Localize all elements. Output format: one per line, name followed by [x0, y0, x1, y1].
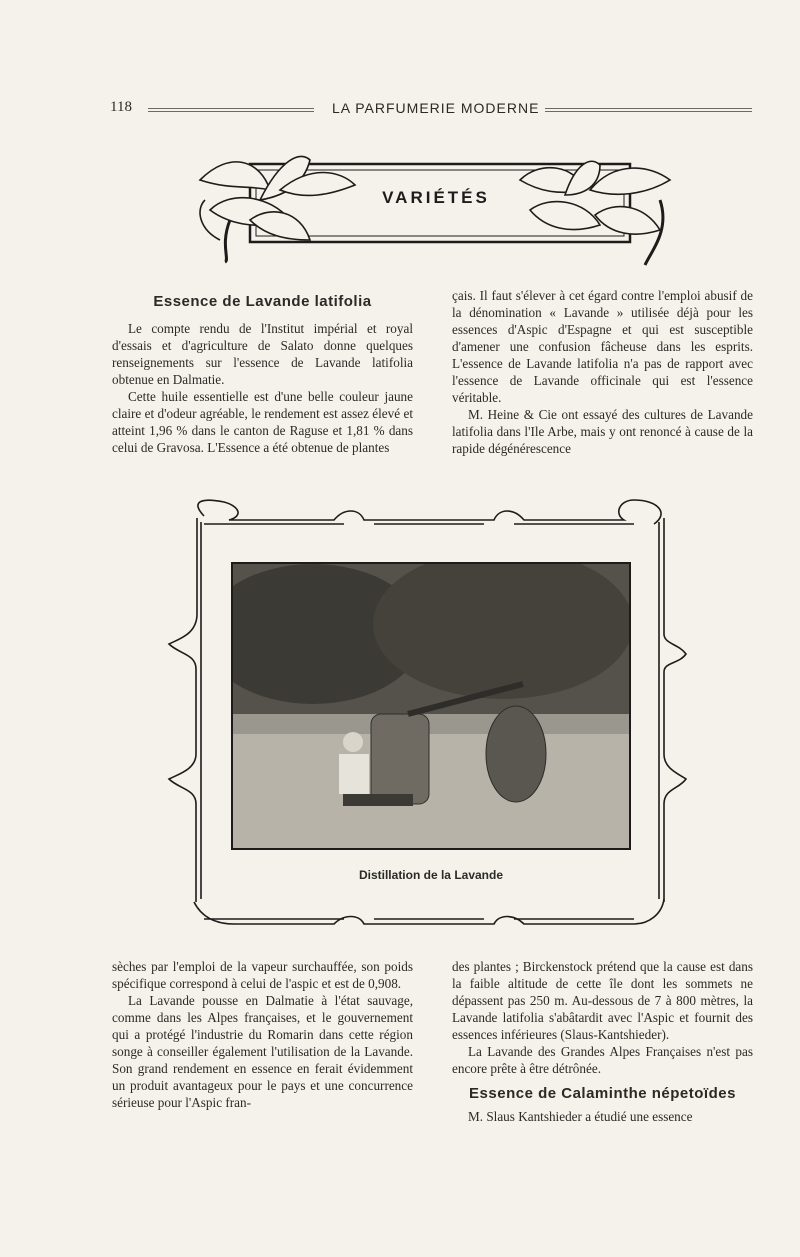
paragraph: çais. Il faut s'élever à cet égard contre l'emploi abusif de la dénomination « Lavande » utilisée déjà pour les essences d'Aspic d'Espagne et qui est susceptible d'amener une confusion fâcheuse dans les esprits. L'essence de Lavande latifolia n'a pas de rapport avec l'essence de Lavande officinale qui est l'essence véritable.: [452, 288, 753, 405]
paragraph: des plantes ; Birckenstock prétend que la cause est dans la faible altitude de cette île dont les sommets ne dépassent pas 250 m. Au-dessous de 7 à 800 mètres, la Lavande latifolia s'abâtardit avec l'Aspic et fournit des essences inférieures (Slaus-Kantshieder).: [452, 959, 753, 1042]
paragraph: M. Slaus Kantshieder a étudié une essence: [468, 1109, 693, 1124]
lotus-flower-right-icon: [520, 161, 670, 234]
figure-caption: Distillation de la Lavande: [358, 868, 504, 882]
lotus-flower-left-icon: [200, 156, 355, 240]
lavender-distillation-photo: [231, 562, 631, 850]
column-top-left: [112, 293, 413, 456]
paragraph: La Lavande des Grandes Alpes Françaises n'est pas encore prête à être détrônée.: [452, 1044, 753, 1076]
column-bottom-right: [452, 958, 753, 1125]
paragraph: Le compte rendu de l'Institut impérial et royal d'essais et d'agriculture de Salato donne quelques renseignements sur l'essence de Lavande latifolia obtenue en Dalmatie.: [112, 321, 413, 387]
article-heading: Essence de Calaminthe népetoïdes: [469, 1085, 736, 1102]
paragraph: M. Heine & Cie ont essayé des cultures de Lavande latifolia dans l'Ile Arbe, mais y ont renoncé à cause de la rapide dégénérescence: [452, 407, 753, 456]
varietes-banner: [190, 150, 678, 268]
page-number: 118: [110, 99, 132, 115]
paragraph: sèches par l'emploi de la vapeur surchauffée, son poids spécifique correspond à celui de l'aspic et est de 0,908.: [112, 959, 413, 991]
column-bottom-left: [112, 958, 413, 1111]
header-rule-left: [148, 108, 314, 112]
article-heading: Essence de Lavande latifolia: [153, 293, 372, 310]
column-top-right: [452, 287, 753, 457]
paragraph: Cette huile essentielle est d'une belle couleur jaune claire et d'odeur agréable, le rendement est assez élevé et atteint 1,96 % dans le canton de Raguse et 1,81 % dans celui de Gravosa. L'Essence a été obtenue de plantes: [112, 389, 413, 455]
header-rule-right: [545, 108, 752, 112]
running-title: LA PARFUMERIE MODERNE: [332, 100, 540, 116]
paragraph: La Lavande pousse en Dalmatie à l'état sauvage, comme dans les Alpes françaises, et le gouvernement qui a protégé l'industrie du Romarin dans cette région songe à conseiller également l'utilisation de la Lavande. Son grand rendement en essence en ferait évidemment un produit avantageux pour le pays et une concurrence sérieuse pour l'Aspic fran-: [112, 993, 413, 1110]
section-title: VARIÉTÉS: [382, 188, 490, 207]
